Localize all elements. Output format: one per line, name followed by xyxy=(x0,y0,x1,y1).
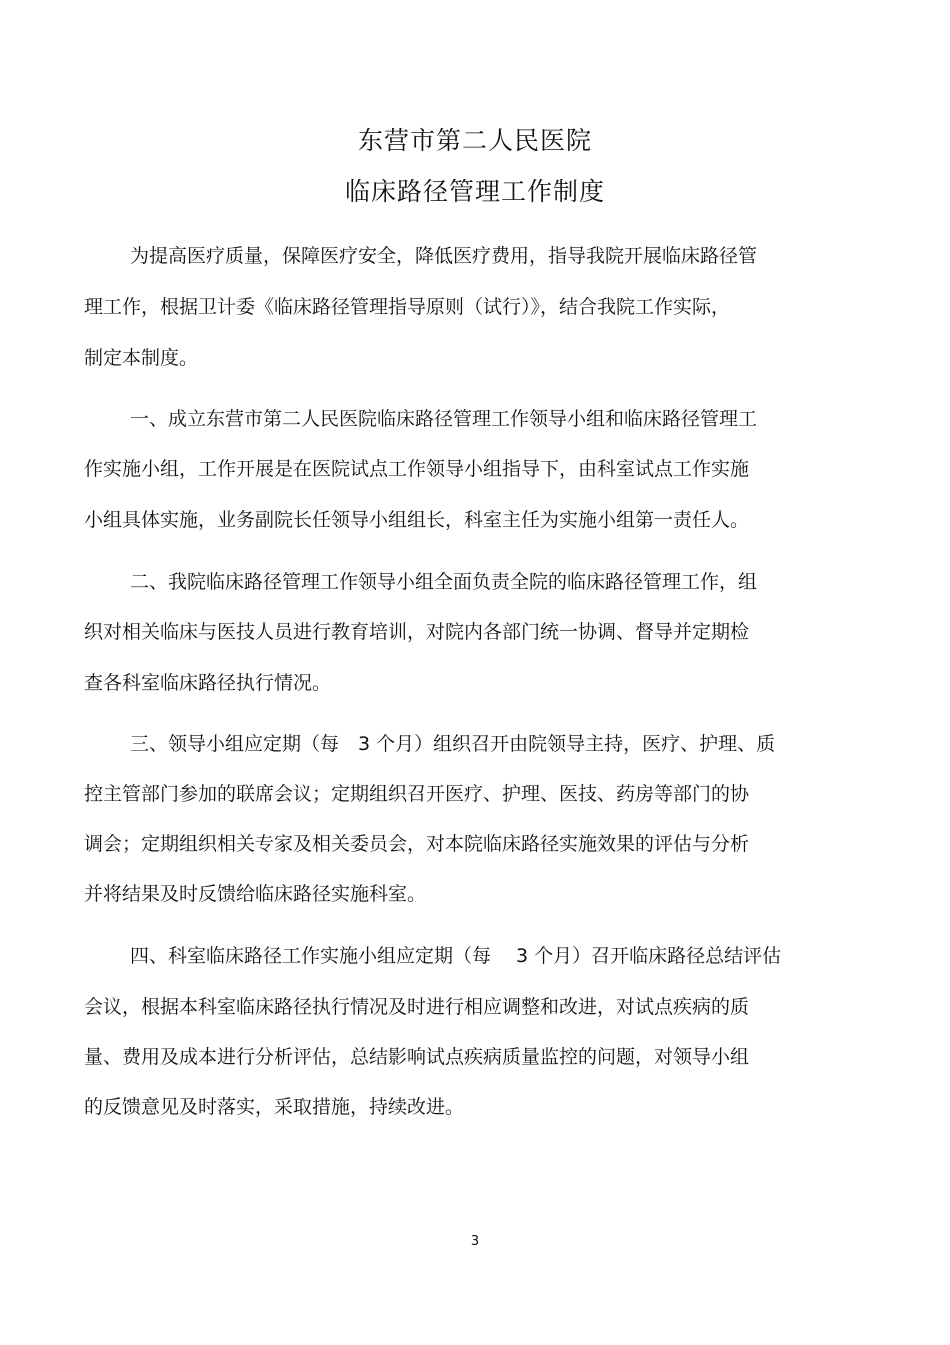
document-title-regulation: 临床路径管理工作制度 xyxy=(344,177,605,206)
paragraph-3-line-3: 查各科室临床路径执行情况。 xyxy=(84,672,332,694)
paragraph-4-line-1: 三、领导小组应定期（每 3 个月）组织召开由院领导主持，医疗、护理、质 xyxy=(130,733,776,755)
page-number: 3 xyxy=(470,1234,480,1249)
paragraph-5-line-4: 的反馈意见及时落实，采取措施，持续改进。 xyxy=(84,1096,465,1118)
paragraph-2-line-1: 一、成立东营市第二人民医院临床路径管理工作领导小组和临床路径管理工 xyxy=(130,408,758,430)
paragraph-1-line-2: 理工作，根据卫计委《临床路径管理指导原则（试行）》，结合我院工作实际， xyxy=(84,296,731,318)
paragraph-2-line-3: 小组具体实施，业务副院长任领导小组组长，科室主任为实施小组第一责任人。 xyxy=(84,509,750,531)
paragraph-5-line-3: 量、费用及成本进行分析评估，总结影响试点疾病质量监控的问题，对领导小组 xyxy=(84,1046,750,1068)
paragraph-5-line-2: 会议，根据本科室临床路径执行情况及时进行相应调整和改进，对试点疾病的质 xyxy=(84,996,750,1018)
paragraph-4-line-2: 控主管部门参加的联席会议；定期组织召开医疗、护理、医技、药房等部门的协 xyxy=(84,783,750,805)
document-title-hospital: 东营市第二人民医院 xyxy=(357,126,592,155)
paragraph-2-line-2: 作实施小组，工作开展是在医院试点工作领导小组指导下，由科室试点工作实施 xyxy=(84,458,750,480)
paragraph-4-line-4: 并将结果及时反馈给临床路径实施科室。 xyxy=(84,883,427,905)
paragraph-1-line-1: 为提高医疗质量，保障医疗安全，降低医疗费用，指导我院开展临床路径管 xyxy=(130,245,758,267)
paragraph-3-line-2: 织对相关临床与医技人员进行教育培训，对院内各部门统一协调、督导并定期检 xyxy=(84,621,750,643)
paragraph-3-line-1: 二、我院临床路径管理工作领导小组全面负责全院的临床路径管理工作，组 xyxy=(130,571,758,593)
paragraph-5-line-1: 四、科室临床路径工作实施小组应定期（每 3 个月）召开临床路径总结评估 xyxy=(130,945,782,967)
paragraph-1-line-3: 制定本制度。 xyxy=(84,347,199,369)
paragraph-4-line-3: 调会；定期组织相关专家及相关委员会，对本院临床路径实施效果的评估与分析 xyxy=(84,833,750,855)
